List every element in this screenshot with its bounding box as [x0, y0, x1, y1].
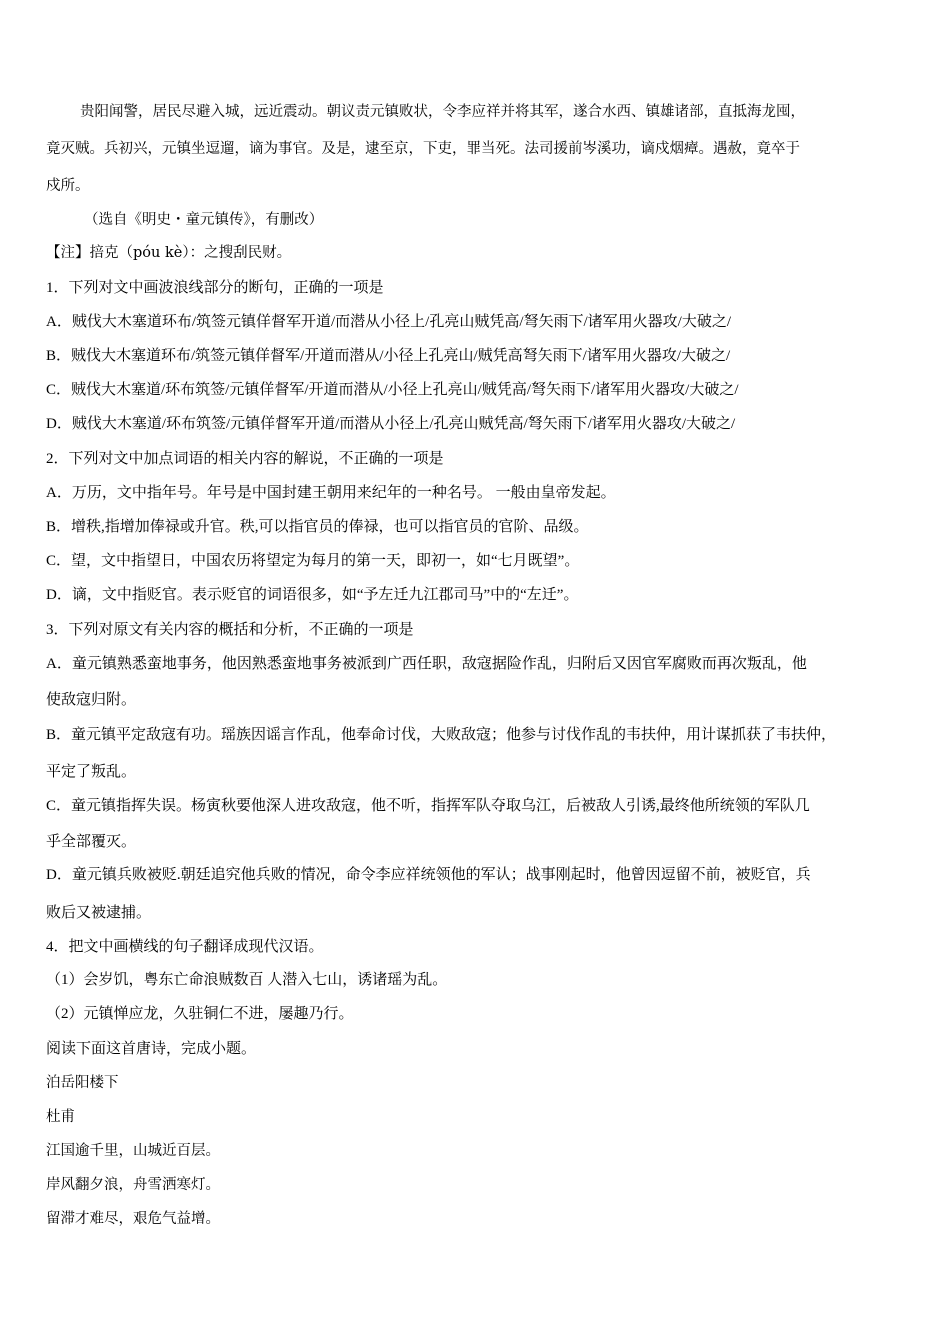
q3-option-a-line-2: 使敌寇归附。: [46, 692, 137, 708]
q1-option-c: C．贼伐大木塞道/环布筑签/元镇佯督军/开道而潜从/小径上孔亮山/贼凭高/弩矢雨下/诸军用火器攻/大破之/: [46, 382, 739, 398]
q4-sentence-1: （1）会岁饥，粤东亡命浪贼数百 人潜入七山，诱诸瑶为乱。: [46, 972, 448, 988]
q1-stem: 1．下列对文中画波浪线部分的断句，正确的一项是: [46, 280, 384, 296]
q2-option-a: A．万历，文中指年号。年号是中国封建王朝用来纪年的一种名号。 一般由皇帝发起。: [46, 485, 616, 501]
passage-source: （选自《明史・童元镇传》，有删改）: [84, 212, 324, 228]
q3-option-c-line-2: 乎全部覆灭。: [46, 834, 137, 850]
q3-option-d-line-1: D．童元镇兵败被贬.朝廷追究他兵败的情况，命令李应祥统领他的军认；战事刚起时，他曾因逗留不前，被贬官，兵: [46, 867, 811, 883]
q4-stem: 4．把文中画横线的句子翻译成现代汉语。: [46, 939, 324, 955]
q3-option-b-line-1: B．童元镇平定敌寇有功。瑶族因谣言作乱，他奉命讨伐，大败敌寇；他参与讨伐作乱的韦扶仲，用计谋抓获了韦扶仲，: [46, 727, 837, 743]
q1-option-a: A．贼伐大木塞道环布/筑签元镇佯督军开道/而潜从小径上/孔亮山贼凭高/弩矢雨下/诸军用火器攻/大破之/: [46, 314, 732, 330]
q1-option-b: B．贼伐大木塞道环布/筑签元镇佯督军/开道而潜从/小径上孔亮山/贼凭高弩矢雨下/诸军用火器攻/大破之/: [46, 348, 731, 364]
passage-line-2: 竟灭贼。兵初兴，元镇坐逗遛，谪为事官。及是，逮至京，下吏，罪当死。法司援前岑溪功，谪戍烟瘴。遇赦，竟卒于: [46, 141, 800, 157]
q2-option-b: B．增秩,指增加俸禄或升官。秩,可以指官员的俸禄，也可以指官员的官阶、品级。: [46, 519, 589, 535]
q3-option-a-line-1: A．童元镇熟悉蛮地事务，他因熟悉蛮地事务被派到广西任职，敌寇据险作乱，归附后又因官军腐败而再次叛乱，他: [46, 656, 807, 672]
q4-sentence-2: （2）元镇惮应龙，久驻铜仁不进，屡趣乃行。: [46, 1006, 354, 1022]
q3-stem: 3．下列对原文有关内容的概括和分析，不正确的一项是: [46, 622, 414, 638]
passage-note: 【注】掊克（póu kè）：之搜刮民财。: [46, 245, 292, 261]
q3-option-b-line-2: 平定了叛乱。: [46, 764, 137, 780]
q1-option-d: D．贼伐大木塞道/环布筑签/元镇佯督军开道/而潜从小径上/孔亮山贼凭高/弩矢雨下/诸军用火器攻/大破之/: [46, 416, 736, 432]
poem-instruction: 阅读下面这首唐诗，完成小题。: [46, 1041, 257, 1057]
poem-line-2: 岸风翻夕浪，舟雪洒寒灯。: [46, 1177, 220, 1193]
q3-option-c-line-1: C．童元镇指挥失误。杨寅秋要他深人进攻敌寇，他不听，指挥军队夺取乌江，后被敌人引诱,最终他所统领的军队几: [46, 798, 810, 814]
passage-line-3: 戍所。: [46, 178, 90, 194]
q2-stem: 2．下列对文中加点词语的相关内容的解说，不正确的一项是: [46, 451, 444, 467]
poem-line-3: 留滞才难尽，艰危气益增。: [46, 1211, 220, 1227]
q2-option-c: C．望，文中指望日，中国农历将望定为每月的第一天，即初一，如“七月既望”。: [46, 553, 580, 569]
q3-option-d-line-2: 败后又被逮捕。: [46, 905, 152, 921]
q2-option-d: D．谪，文中指贬官。表示贬官的词语很多，如“予左迁九江郡司马”中的“左迁”。: [46, 587, 579, 603]
passage-line-1: 贵阳闻警，居民尽避入城，远近震动。朝议责元镇败状，令李应祥并将其军，遂合水西、镇雄诸部，直抵海龙囤，: [80, 104, 805, 120]
poem-title: 泊岳阳楼下: [46, 1075, 119, 1091]
poem-line-1: 江国逾千里，山城近百层。: [46, 1143, 220, 1159]
poem-author: 杜甫: [46, 1109, 75, 1125]
